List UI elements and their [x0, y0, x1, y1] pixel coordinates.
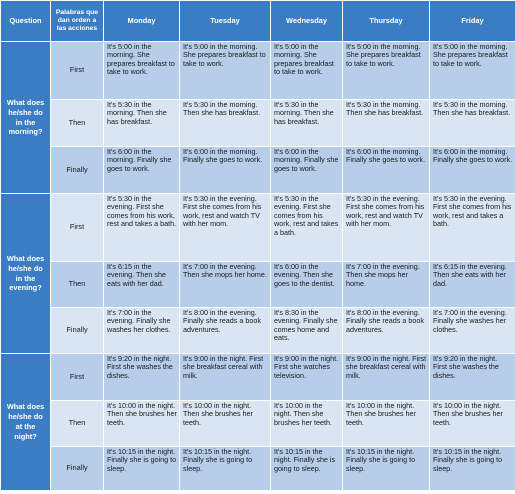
activity-cell: It's 6:00 in the evening. Then she goes to the dentist.: [271, 262, 343, 308]
table-row: [1, 194, 515, 262]
order-word: Then: [51, 262, 104, 308]
activity-cell: It's 7:00 in the evening. Then she mops her home.: [343, 262, 430, 308]
activity-cell: It's 7:00 in the evening. Finally she washes her clothes.: [430, 308, 515, 354]
question-evening: What does he/she do in the evening?: [1, 194, 51, 354]
activity-cell: It's 5:30 in the morning. Then she has breakfast.: [104, 100, 180, 147]
activity-cell: It's 10:00 in the night. Then she brushes her teeth.: [430, 401, 515, 447]
header-wednesday: Wednesday: [271, 1, 343, 42]
activity-cell: It's 5:30 in the morning. Then she has breakfast.: [271, 100, 343, 147]
activity-cell: It's 10:15 in the night. Finally she is going to sleep.: [104, 447, 180, 491]
order-word: Finally: [51, 308, 104, 354]
activity-cell: It's 5:30 in the evening. First she comes from his work, rest and takes a bath.: [104, 194, 180, 262]
activity-cell: It's 5:30 in the evening. First she comes from his work, rest and takes a bath.: [430, 194, 515, 262]
activity-cell: It's 5:30 in the evening. First she comes from his work, rest and takes a bath.: [271, 194, 343, 262]
activity-cell: It's 10:00 in the night. Then she brushes her teeth.: [343, 401, 430, 447]
activity-cell: It's 10:00 in the night. Then she brushes her teeth.: [271, 401, 343, 447]
table-row: [1, 354, 515, 401]
order-word: Finally: [51, 447, 104, 491]
header-row: [1, 1, 515, 42]
activity-cell: It's 7:00 in the evening. Finally she washes her clothes.: [104, 308, 180, 354]
activity-cell: It's 6:00 in the morning. Finally she goes to work.: [271, 147, 343, 194]
activity-cell: It's 9:00 in the night. First she breakfast cereal with milk.: [343, 354, 430, 401]
table-row: [1, 42, 515, 100]
header-order-words: Palabras que dan orden a las acciones: [51, 1, 104, 42]
activity-cell: It's 6:00 in the morning. Finally she goes to work.: [180, 147, 271, 194]
activity-cell: It's 6:00 in the morning. Finally she goes to work.: [343, 147, 430, 194]
table-row: [1, 401, 515, 447]
activity-cell: It's 5:30 in the morning. Then she has breakfast.: [180, 100, 271, 147]
activity-cell: It's 6:00 in the morning. Finally she goes to work.: [104, 147, 180, 194]
activity-cell: It's 8:00 in the evening. Finally she reads a book adventures.: [343, 308, 430, 354]
header-monday: Monday: [104, 1, 180, 42]
order-word: Then: [51, 100, 104, 147]
table-row: [1, 100, 515, 147]
activity-cell: It's 5:30 in the evening. First she comes from his work, rest and watch TV with her mom.: [180, 194, 271, 262]
table-row: [1, 262, 515, 308]
activity-cell: It's 5:00 in the morning. She prepares breakfast to take to work.: [180, 42, 271, 100]
activity-cell: It's 9:20 in the night. First she washes the dishes.: [430, 354, 515, 401]
table-row: [1, 308, 515, 354]
activity-cell: It's 10:00 in the night. Then she brushes her teeth.: [104, 401, 180, 447]
table-row: [1, 147, 515, 194]
header-tuesday: Tuesday: [180, 1, 271, 42]
activity-cell: It's 10:15 in the night. Finally she is going to sleep.: [271, 447, 343, 491]
order-word: Finally: [51, 147, 104, 194]
activity-cell: It's 5:00 in the morning. She prepares breakfast to take to work.: [430, 42, 515, 100]
header-thursday: Thursday: [343, 1, 430, 42]
table-row: [1, 447, 515, 491]
activity-cell: It's 7:00 in the evening. Then she mops her home.: [180, 262, 271, 308]
header-friday: Friday: [430, 1, 515, 42]
question-night: What does he/she do at the night?: [1, 354, 51, 491]
activity-cell: It's 9:00 in the night. First she watches television.: [271, 354, 343, 401]
activity-cell: It's 5:30 in the evening. First she comes from his work, rest and watch TV with her mom.: [343, 194, 430, 262]
activity-cell: It's 6:00 in the morning. Finally she goes to work.: [430, 147, 515, 194]
activity-cell: It's 5:00 in the morning. She prepares breakfast to take to work.: [104, 42, 180, 100]
question-morning: What does he/she do in the morning?: [1, 42, 51, 194]
order-word: First: [51, 42, 104, 100]
activity-cell: It's 5:30 in the morning. Then she has breakfast.: [343, 100, 430, 147]
activity-cell: It's 10:15 in the night. Finally she is going to sleep.: [180, 447, 271, 491]
activity-cell: It's 9:00 in the night. First she breakfast cereal with milk.: [180, 354, 271, 401]
activity-cell: It's 5:00 in the morning. She prepares breakfast to take to work.: [343, 42, 430, 100]
activity-cell: It's 10:00 in the night. Then she brushes her teeth.: [180, 401, 271, 447]
order-word: First: [51, 194, 104, 262]
activity-cell: It's 10:15 in the night. Finally she is going to sleep.: [343, 447, 430, 491]
activity-cell: It's 5:30 in the morning. Then she has breakfast.: [430, 100, 515, 147]
activity-cell: It's 10:15 in the night. Finally she is going to sleep.: [430, 447, 515, 491]
order-word: First: [51, 354, 104, 401]
activity-cell: It's 6:15 in the evening. Then she eats with her dad.: [104, 262, 180, 308]
activity-cell: It's 8:30 in the evening. Finally she comes home and eats.: [271, 308, 343, 354]
activity-cell: It's 5:00 in the morning. She prepares breakfast to take to work.: [271, 42, 343, 100]
header-question: Question: [1, 1, 51, 42]
order-word: Then: [51, 401, 104, 447]
activity-cell: It's 8:00 in the evening. Finally she reads a book adventures.: [180, 308, 271, 354]
activity-cell: It's 6:15 in the evening. Then she eats with her dad.: [430, 262, 515, 308]
activity-cell: It's 9:20 in the night. First she washes the dishes.: [104, 354, 180, 401]
